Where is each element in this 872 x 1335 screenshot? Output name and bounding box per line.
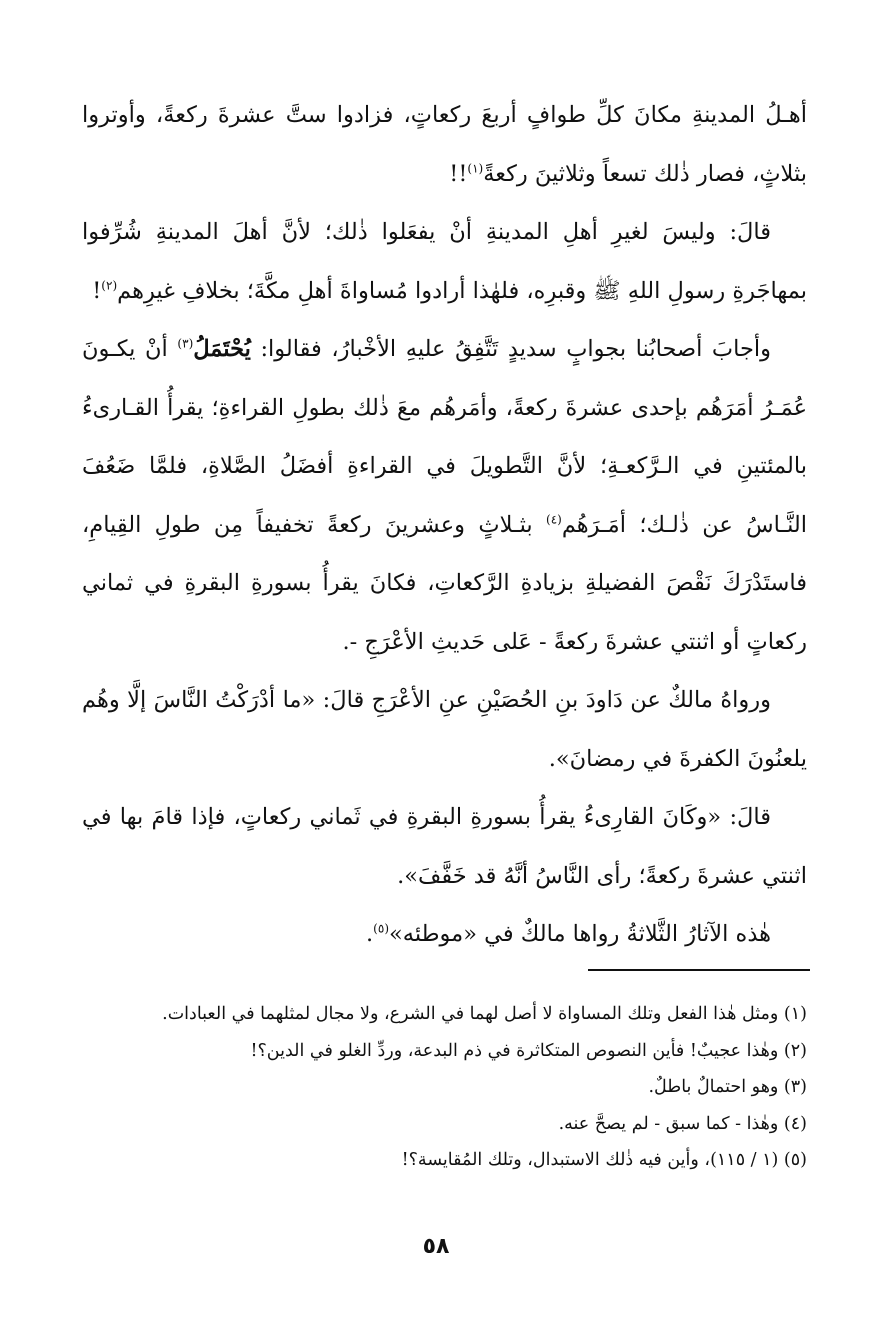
paragraph <box>82 905 807 964</box>
text-segment: هٰذه الآثارُ الثَّلاثةُ رواها مالكٌ في «موطئه» <box>389 921 771 947</box>
text-segment: قالَ: «وكَانَ القارِىءُ يقرأُ بسورةِ البقرةِ في ثَماني ركعاتٍ، فإذا قامَ بها في اثنتي عشرةَ ركعةً؛ رأى النَّاسُ أنَّهُ قد خَفَّفَ». <box>82 804 807 889</box>
footnote-marker: (٥) <box>373 921 389 936</box>
footnote-separator <box>588 969 810 971</box>
text-segment: أهـلُ المدينةِ مكانَ كلِّ طوافٍ أربعَ ركعاتٍ، فزادوا ستَّ عشرةَ ركعةً، وأوتروا بثلاثٍ، فصار ذٰلك تسعاً وثلاثينَ ركعةً <box>82 102 807 187</box>
footnote-5: (٥) (١ / ١١٥)، وأين فيه ذٰلك الاستبدال، وتلك المُقايسة؟! <box>401 1150 807 1170</box>
footnote-marker: (١) <box>467 161 484 175</box>
paragraph <box>82 320 807 671</box>
paragraph <box>82 86 807 203</box>
text-segment: ورواهُ مالكٌ عن دَاودَ بنِ الحُصَيْنِ عنِ الأعْرَجِ قالَ: «ما أدْرَكْتُ النَّاسَ إلَّا وهُم يلعنُونَ الكفرةَ في رمضانَ». <box>82 687 807 772</box>
emphasized-text: يُحْتَمَلُ <box>193 336 251 362</box>
text-segment: أنْ يكـونَ عُمَـرُ أمَرَهُم بإحدى عشرةَ ركعةً، وأمَرهُم معَ ذٰلك بطولِ القراءةِ؛ يقرأُ القـارىءُ بالمئتينِ في الـرَّكعـةِ؛ لأنَّ التَّطويلَ في القراءةِ أفضَلُ الصَّلاةِ، فلمَّا ضَعُفَ النَّـاسُ عن ذٰلـك؛ أمَـرَهُم <box>82 336 807 538</box>
main-text <box>82 86 807 964</box>
footnote-marker: (٣) <box>177 336 194 351</box>
paragraph <box>82 203 807 320</box>
text-segment: قالَ: وليسَ لغيرِ أهلِ المدينةِ أنْ يفعَلوا ذٰلك؛ لأنَّ أهلَ المدينةِ شُرِّفوا بمهاجَرةِ رسولِ اللهِ ﷺ وقبرِه، فلهٰذا أرادوا مُساواةَ أهلِ مكَّةَ؛ بخلافِ غيرِهم <box>82 219 807 304</box>
footnote-marker: (٤) <box>546 512 562 526</box>
text-segment: . <box>366 921 374 947</box>
footnote-3: (٣) وهو احتمالٌ باطلٌ. <box>648 1077 807 1097</box>
page-number: ٥٨ <box>422 1234 450 1259</box>
footnote-4: (٤) وهٰذا - كما سبق - لم يصحَّ عنه. <box>558 1113 807 1134</box>
text-segment: !! <box>449 160 468 187</box>
footnote-marker: (٢) <box>101 278 118 292</box>
footnotes <box>82 996 807 1179</box>
footnote-2: (٢) وهٰذا عجيبٌ! فأين النصوص المتكاثرة في ذم البدعة، وردِّ الغلو في الدين؟! <box>250 1040 807 1061</box>
text-segment: ! <box>92 277 102 304</box>
text-segment: بثـلاثٍ وعشرينَ ركعةً تخفيفاً مِن طولِ القِيامِ، فاستَدْرَكَ نَقْصَ الفضيلةِ بزيادةِ الرَّكعاتِ، فكانَ يقرأُ بسورةِ البقرةِ في ثماني ركعاتٍ أو اثنتي عشرةَ ركعةً - عَلى حَديثِ الأعْرَجِ -. <box>82 511 807 655</box>
text-segment: وأجابَ أصحابُنا بجوابٍ سديدٍ تَتَّفِقُ عليهِ الأخْبارُ، فقالوا: <box>250 336 771 362</box>
paragraph <box>82 671 807 788</box>
paragraph <box>82 788 807 905</box>
footnote-1: (١) ومثل هٰذا الفعل وتلك المساواة لا أصل لهما في الشرع، ولا مجال لمثلهما في العبادات. <box>162 1004 807 1024</box>
